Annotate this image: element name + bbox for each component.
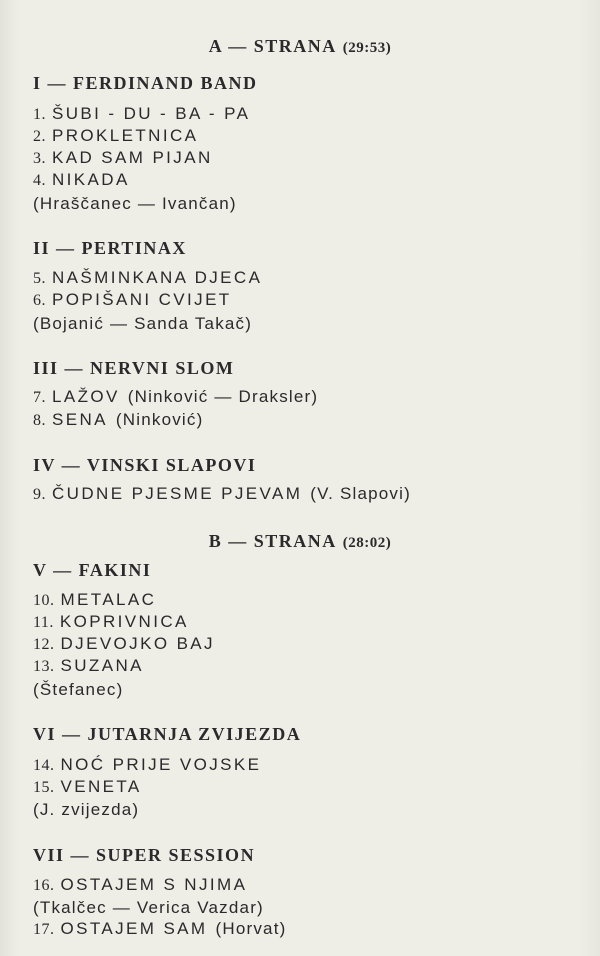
side-a-time: (29:53) [342, 40, 392, 56]
credit-line: (Bojanić — Sanda Takač) [33, 314, 253, 333]
track-item: 10. METALAC [33, 590, 157, 609]
side-b-time: (28:02) [342, 535, 392, 551]
credit-line: (Hraščanec — Ivančan) [33, 194, 237, 213]
track-item: 12. DJEVOJKO BAJ [33, 634, 215, 653]
track-item: 1. ŠUBI - DU - BA - PA [33, 104, 251, 123]
track-item: 6. POPIŠANI CVIJET [33, 290, 232, 309]
track-item: 2. PROKLETNICA [33, 126, 199, 145]
track-item: 13. SUZANA [33, 656, 144, 675]
credit-line: (Tkalčec — Verica Vazdar) [33, 898, 264, 917]
track-item: 11. KOPRIVNICA [33, 612, 189, 631]
band-heading: III — NERVNI SLOM [33, 358, 235, 378]
track-item: 5. NAŠMINKANA DJECA [33, 268, 263, 287]
track-item: 17. OSTAJEM SAM (Horvat) [33, 919, 287, 938]
credit-line: (Štefanec) [33, 680, 124, 699]
track-item: 16. OSTAJEM S NJIMA [33, 875, 248, 894]
credit-line: (J. zvijezda) [33, 800, 140, 819]
band-heading: II — PERTINAX [33, 238, 187, 258]
band-heading: I — FERDINAND BAND [33, 73, 258, 93]
band-heading: IV — VINSKI SLAPOVI [33, 455, 257, 475]
side-b-label: B — STRANA [208, 531, 337, 551]
track-item: 14. NOĆ PRIJE VOJSKE [33, 755, 262, 774]
band-heading: V — FAKINI [33, 560, 152, 580]
side-a-header [0, 36, 600, 57]
side-b-header [0, 531, 600, 552]
side-a-label: A — STRANA [208, 36, 337, 56]
track-item: 15. VENETA [33, 777, 142, 796]
track-item: 4. NIKADA [33, 170, 130, 189]
track-item: 9. ČUDNE PJESME PJEVAM (V. Slapovi) [33, 484, 411, 503]
track-item: 8. SENA (Ninković) [33, 410, 204, 429]
band-heading: VI — JUTARNJA ZVIJEZDA [33, 724, 302, 744]
band-heading: VII — SUPER SESSION [33, 845, 256, 865]
track-item: 3. KAD SAM PIJAN [33, 148, 213, 167]
track-item: 7. LAŽOV (Ninković — Draksler) [33, 387, 319, 406]
